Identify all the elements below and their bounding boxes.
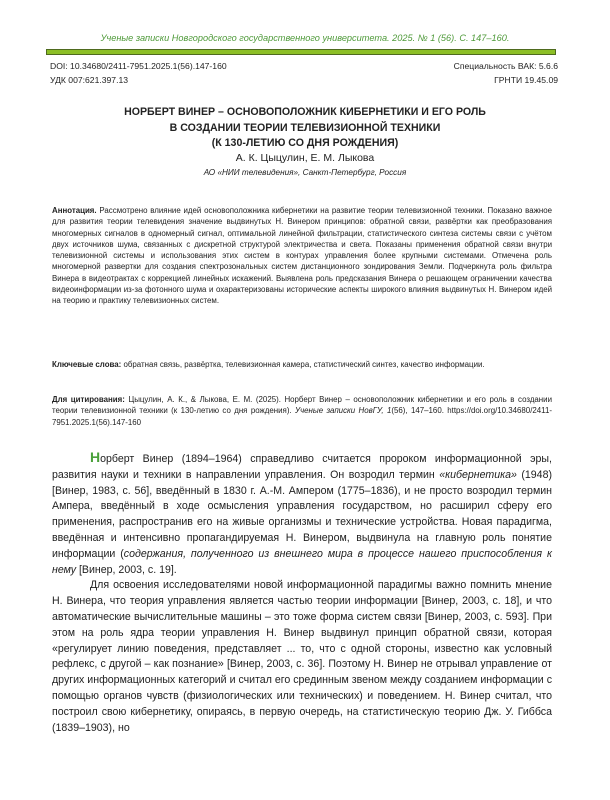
title-line-2: В СОЗДАНИИ ТЕОРИИ ТЕЛЕВИЗИОННОЙ ТЕХНИКИ: [169, 121, 441, 134]
body-text-run: [Винер, 2003, с. 19].: [76, 563, 177, 576]
term-cybernetics: «кибернетика»: [439, 468, 517, 481]
doi-line[interactable]: DOI: 10.34680/2411-7951.2025.1(56).147-160: [50, 61, 227, 71]
keywords-text: обратная связь, развёртка, телевизионная камера, статистический синтез, качество информации.: [121, 360, 485, 369]
citation-doi-link[interactable]: (56), 147–160. https://doi.org/10.34680/2411-7951.2025.1(56).147-160: [52, 406, 552, 427]
abstract: [52, 205, 552, 307]
article-meta-right: [454, 59, 558, 87]
drop-cap: Н: [90, 449, 101, 465]
authors: А. К. Цыцулин, Е. М. Лыкова: [235, 152, 375, 164]
definition-quote: содержания, полученного из внешнего мира в процессе нашего приспособления к нему: [52, 547, 552, 576]
article-body: [52, 450, 552, 736]
citation-text: Цыцулин, А. К., & Лыкова, Е. М. (2025). Норберт Винер – основоположник кибернетики и его роль в создании теории телевизионной техники (к 130-летию со дня рождения).: [52, 395, 552, 416]
specialty-line: Специальность ВАК: 5.6.6: [453, 61, 558, 71]
citation-journal: Ученые записки НовГУ, 1: [295, 406, 392, 416]
body-text-run: (1948) [Винер, 1983, с. 56], введённый в 1830 г. А.-М. Ампером (1775–1836), и не просто возродил термин Ампера, введённый в ходе осмысления управления государством, но расширил сферу его применения, распространив его на живые организмы и технические устройства. Новая парадигма, введённая и интенсивно пропагандируемая Н. Винером, выдвинула на главную роль понятие информации (: [52, 468, 552, 560]
journal-running-header: Ученые записки Новгородского государственного университета. 2025. № 1 (56). С. 147–160.: [100, 33, 510, 43]
grnti-line: ГРНТИ 19.45.09: [494, 75, 558, 85]
keywords-label: Ключевые слова:: [52, 360, 122, 369]
citation: [52, 394, 552, 428]
citation-label: Для цитирования:: [52, 395, 125, 404]
title-line-3: (К 130-ЛЕТИЮ СО ДНЯ РОЖДЕНИЯ): [211, 137, 399, 149]
keywords: [52, 359, 552, 370]
header-divider-bar: [46, 49, 556, 55]
abstract-text: Рассмотрено влияние идей основоположника кибернетики на развитие теории телевизионной техники. Показано важное для развития теории телевидения значение выдвинутых Н. Винером принципов: обратной связи, развёртки как преобразования многомерных сигналов в одномерный сигнал, оптимальной линейной фильтрации, статистического синтеза системы связи с учётом двух источников шума, связанных с дискретной структурой электричества и света. Показаны применения обратной связи внутри телевизионной системы и использования этих систем в контурах управления более крупными системами. Отмечена роль многомерной развертки для создания спектрозональных систем дистанционного зондирования Земли. Подчеркнута роль фильтра Винера в видеотрактах с коррекцией линейных искажений. Выявлена роль предсказания Винера о решающем ограничении качества видеоинформации из-за фотонного шума и охарактеризованы исторические аспекты широкого влияния выдвинутых Н. Винером идей на теорию и практику телевизионных систем.: [52, 206, 552, 306]
affiliation: АО «НИИ телевидения», Санкт-Петербург, Россия: [203, 168, 407, 177]
article-title: [0, 105, 610, 152]
article-meta-left: [50, 59, 227, 87]
body-paragraph-2: Для освоения исследователями новой информационной парадигмы важно помнить мнение Н. Винера, что теория управления является частью теории информации [Винер, 2003, с. 18], и что автоматические вычислительные машины – это тоже форма систем связи [Винер, 2003, с. 593]. При этом на роль ядра теории управления Н. Винер выдвинул принцип обратной связи, которая «регулирует линию поведения, представляет ... то, что с одной стороны, известно как условный рефлекс, с другой – как познание» [Винер, 2003, с. 36]. Поэтому Н. Винер не отрывал управление от других информационных категорий и считал его срединным звеном между созданием информации с помощью органов чувств (физиологических или технических) и поведением. Н. Винер считал, что построил свою кибернетику, опираясь, в первую очередь, на статистическую теорию Дж. У. Гиббса (1839–1903), но: [52, 579, 552, 734]
udk-line: УДК 007:621.397.13: [50, 75, 129, 85]
body-paragraph-1: [52, 450, 552, 578]
abstract-label: Аннотация.: [52, 206, 97, 215]
body-text-run: орберт Винер (1894–1964) справедливо считается пророком информационной эры, развития науки и техники в направлении управления. Он возродил термин: [52, 453, 552, 481]
title-line-1: НОРБЕРТ ВИНЕР – ОСНОВОПОЛОЖНИК КИБЕРНЕТИКИ И ЕГО РОЛЬ: [124, 106, 486, 118]
